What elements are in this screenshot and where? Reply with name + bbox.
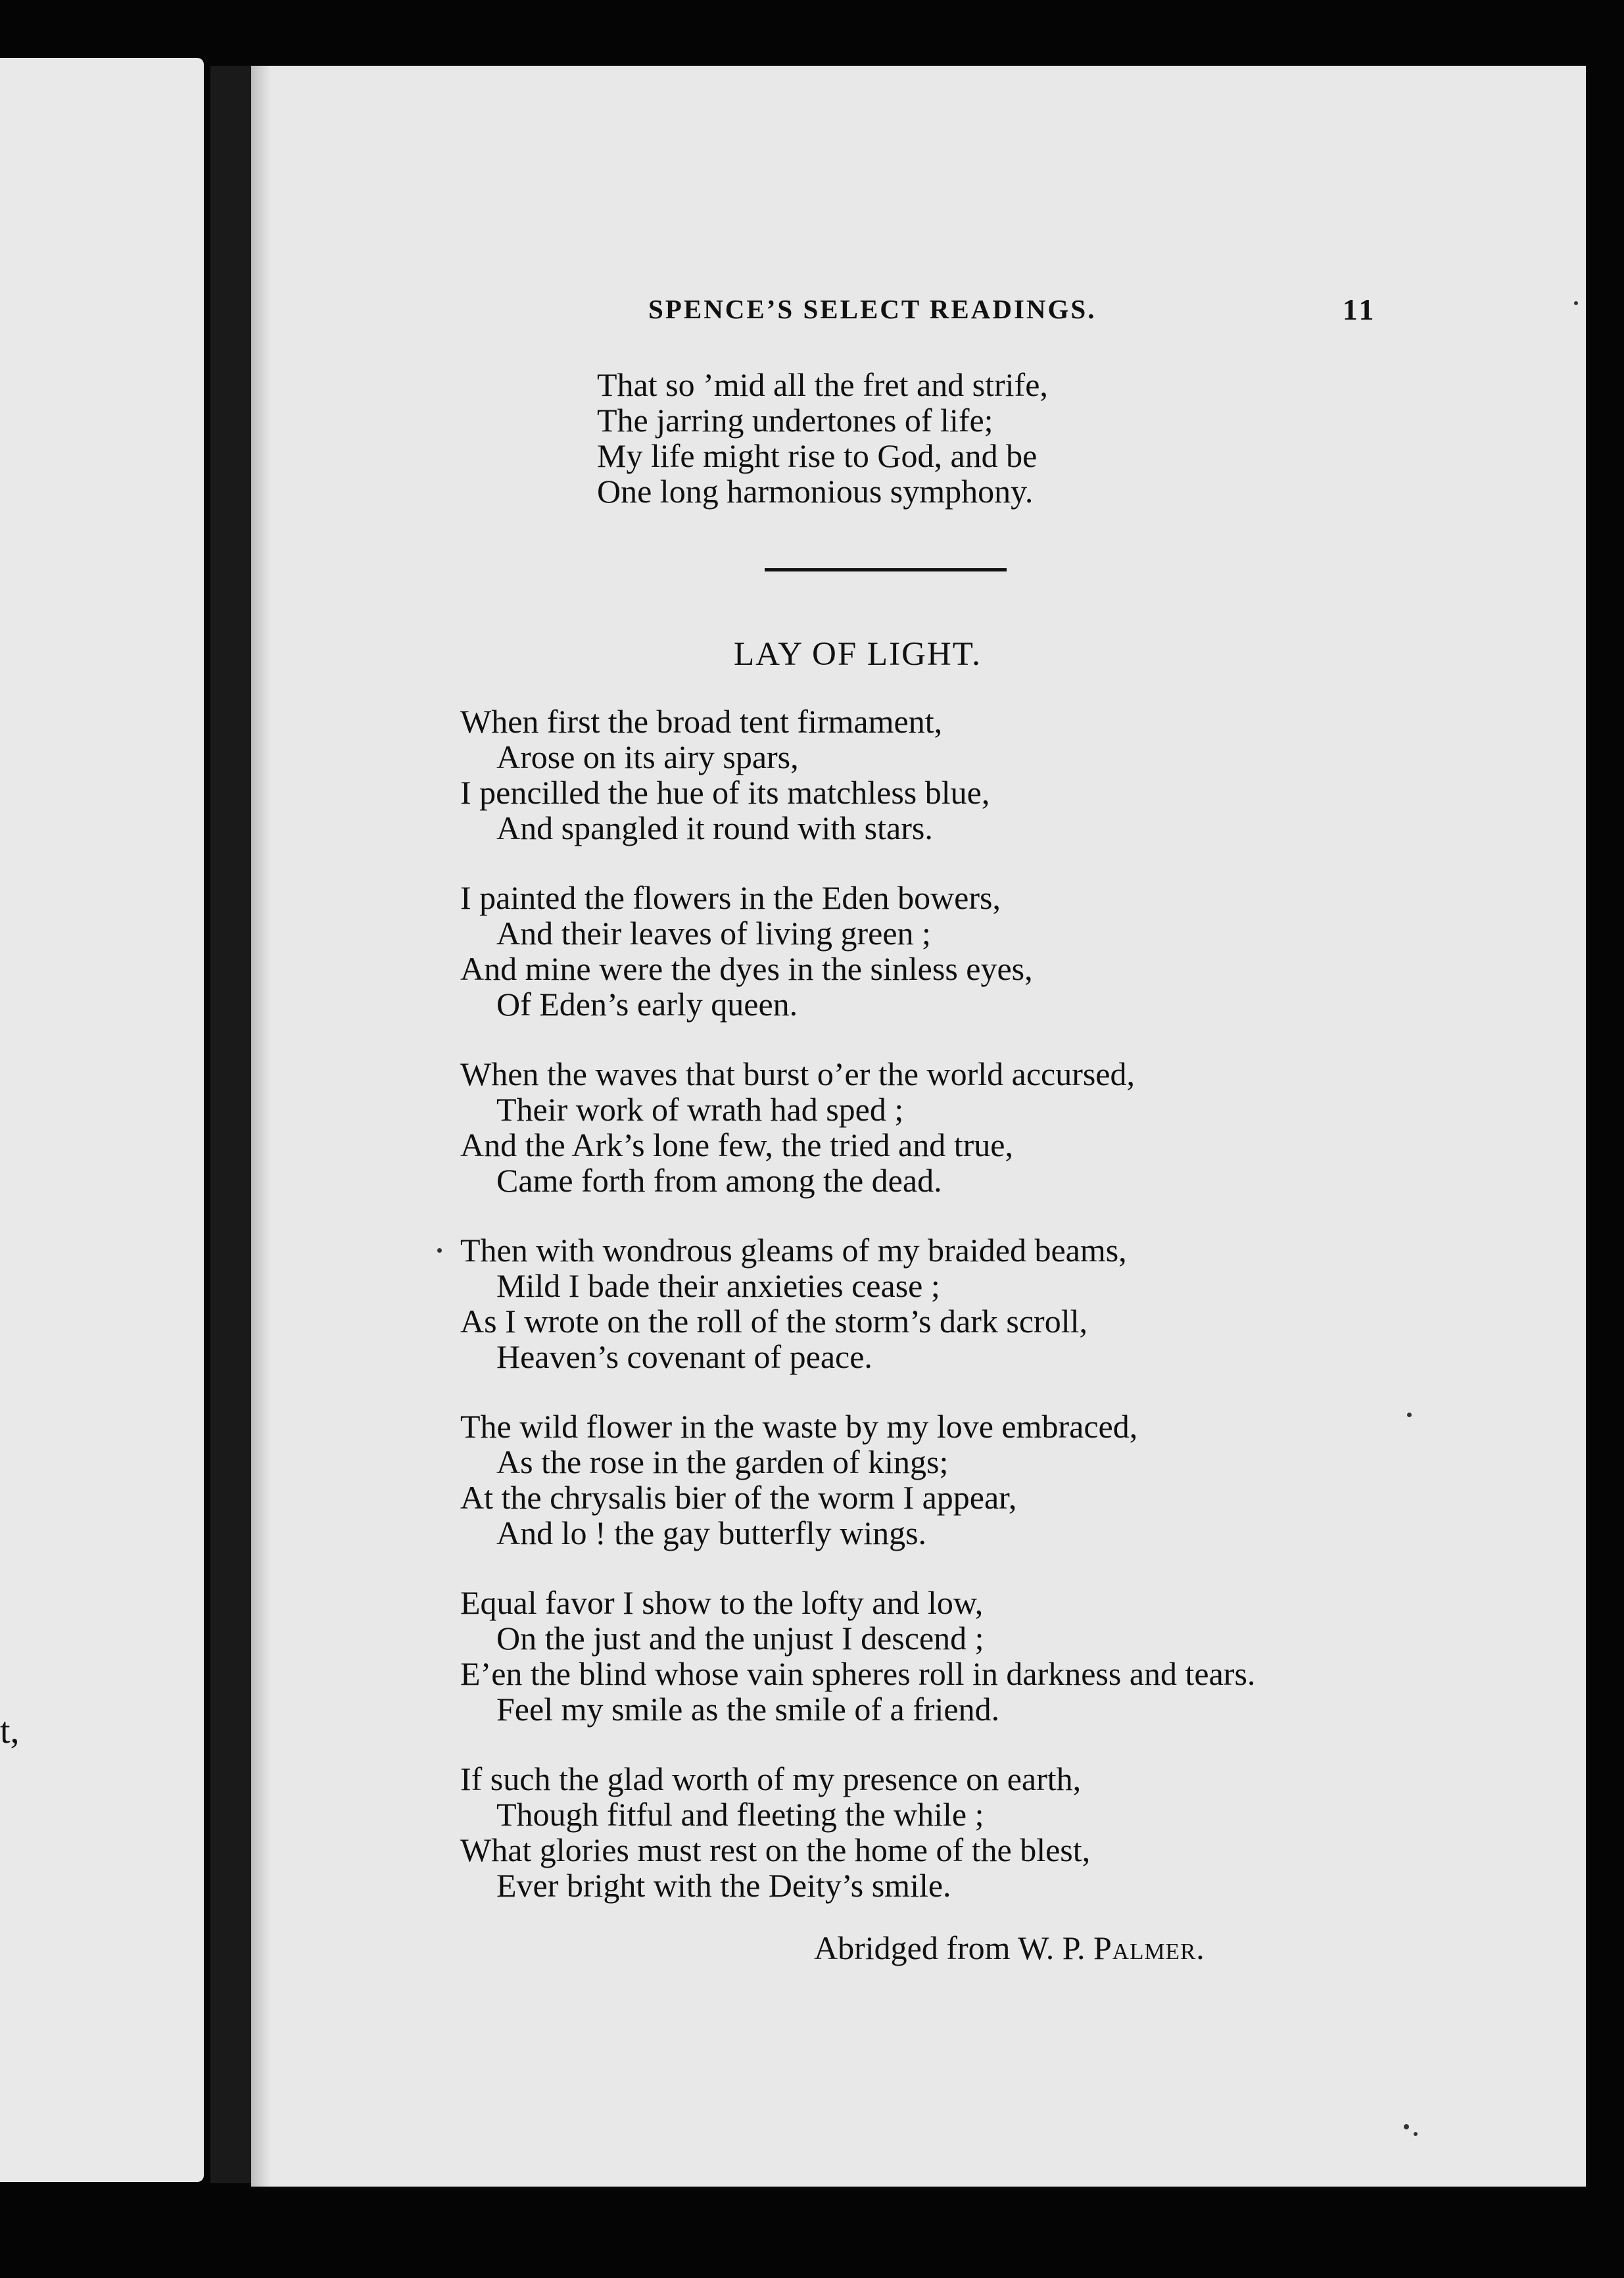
verse-line: Their work of wrath had sped ; (496, 1091, 904, 1128)
verse-line: Then with wondrous gleams of my braided beams, (460, 1232, 1127, 1269)
print-speck (1414, 2132, 1418, 2136)
verse-line: And spangled it round with stars. (496, 810, 933, 846)
verse-line: Of Eden’s early queen. (496, 986, 798, 1023)
verse-line: And the Ark’s lone few, the tried and true, (460, 1127, 1013, 1163)
verse-line: I painted the flowers in the Eden bowers, (460, 879, 1001, 916)
attribution (814, 1929, 1205, 1967)
print-speck (437, 1248, 442, 1253)
verse-line: Feel my smile as the smile of a friend. (496, 1691, 1000, 1728)
stanza (460, 1409, 1578, 1551)
gutter-shadow (251, 66, 271, 2187)
stanza (460, 1232, 1578, 1374)
stanza (460, 704, 1578, 846)
verse-line: If such the glad worth of my presence on earth, (460, 1760, 1082, 1797)
verse-line: That so ’mid all the fret and strife, (597, 366, 1048, 403)
verse-line: Heaven’s covenant of peace. (496, 1338, 872, 1375)
running-head: SPENCE’S SELECT READINGS. (648, 294, 1097, 324)
attribution-author: Palmer. (1093, 1929, 1205, 1966)
verse-line: When first the broad tent firmament, (460, 703, 943, 740)
left-page-fragment: t, (0, 1710, 20, 1751)
section-divider-rule (765, 568, 1007, 571)
verse-line: Ever bright with the Deity’s smile. (496, 1867, 951, 1904)
stanza (460, 1585, 1578, 1727)
verse-line: One long harmonious symphony. (597, 473, 1034, 510)
verse-line: On the just and the unjust I descend ; (496, 1620, 984, 1657)
verse-line: Though fitful and fleeting the while ; (496, 1796, 984, 1833)
poem-body (460, 704, 1578, 1937)
verse-line: And lo ! the gay butterfly wings. (496, 1515, 927, 1551)
verse-line: When the waves that burst o’er the world accursed, (460, 1055, 1135, 1092)
verse-line: Mild I bade their anxieties cease ; (496, 1267, 940, 1304)
attribution-prefix: Abridged from W. P. (814, 1929, 1086, 1966)
verse-line: What glories must rest on the home of the blest, (460, 1831, 1091, 1868)
print-speck (1407, 1413, 1412, 1417)
verse-line: And mine were the dyes in the sinless eyes, (460, 950, 1033, 987)
verse-line: My life might rise to God, and be (597, 437, 1038, 474)
book-spine (210, 66, 251, 2183)
print-speck (1404, 2124, 1409, 2129)
verse-line: Arose on its airy spars, (496, 739, 799, 775)
poem-title: LAY OF LIGHT. (734, 636, 982, 673)
verse-line: I pencilled the hue of its matchless blue, (460, 774, 990, 811)
verse-line: E’en the blind whose vain spheres roll in darkness and tears. (460, 1655, 1256, 1692)
verse-line: As I wrote on the roll of the storm’s dark scroll, (460, 1303, 1087, 1340)
verse-line: The jarring undertones of life; (597, 402, 993, 439)
left-page-edge (0, 58, 204, 2182)
verse-line: Came forth from among the dead. (496, 1162, 942, 1199)
verse-line: And their leaves of living green ; (496, 915, 931, 952)
print-speck (1574, 301, 1578, 305)
verse-line: Equal favor I show to the lofty and low, (460, 1584, 984, 1621)
verse-line: As the rose in the garden of kings; (496, 1443, 949, 1480)
previous-poem-ending (597, 367, 1048, 509)
verse-line: At the chrysalis bier of the worm I appear, (460, 1479, 1017, 1516)
stanza (460, 880, 1578, 1022)
stanza (460, 1761, 1578, 1903)
verse-line: The wild flower in the waste by my love embraced, (460, 1408, 1138, 1445)
page-number: 11 (1343, 293, 1377, 326)
stanza (460, 1056, 1578, 1198)
